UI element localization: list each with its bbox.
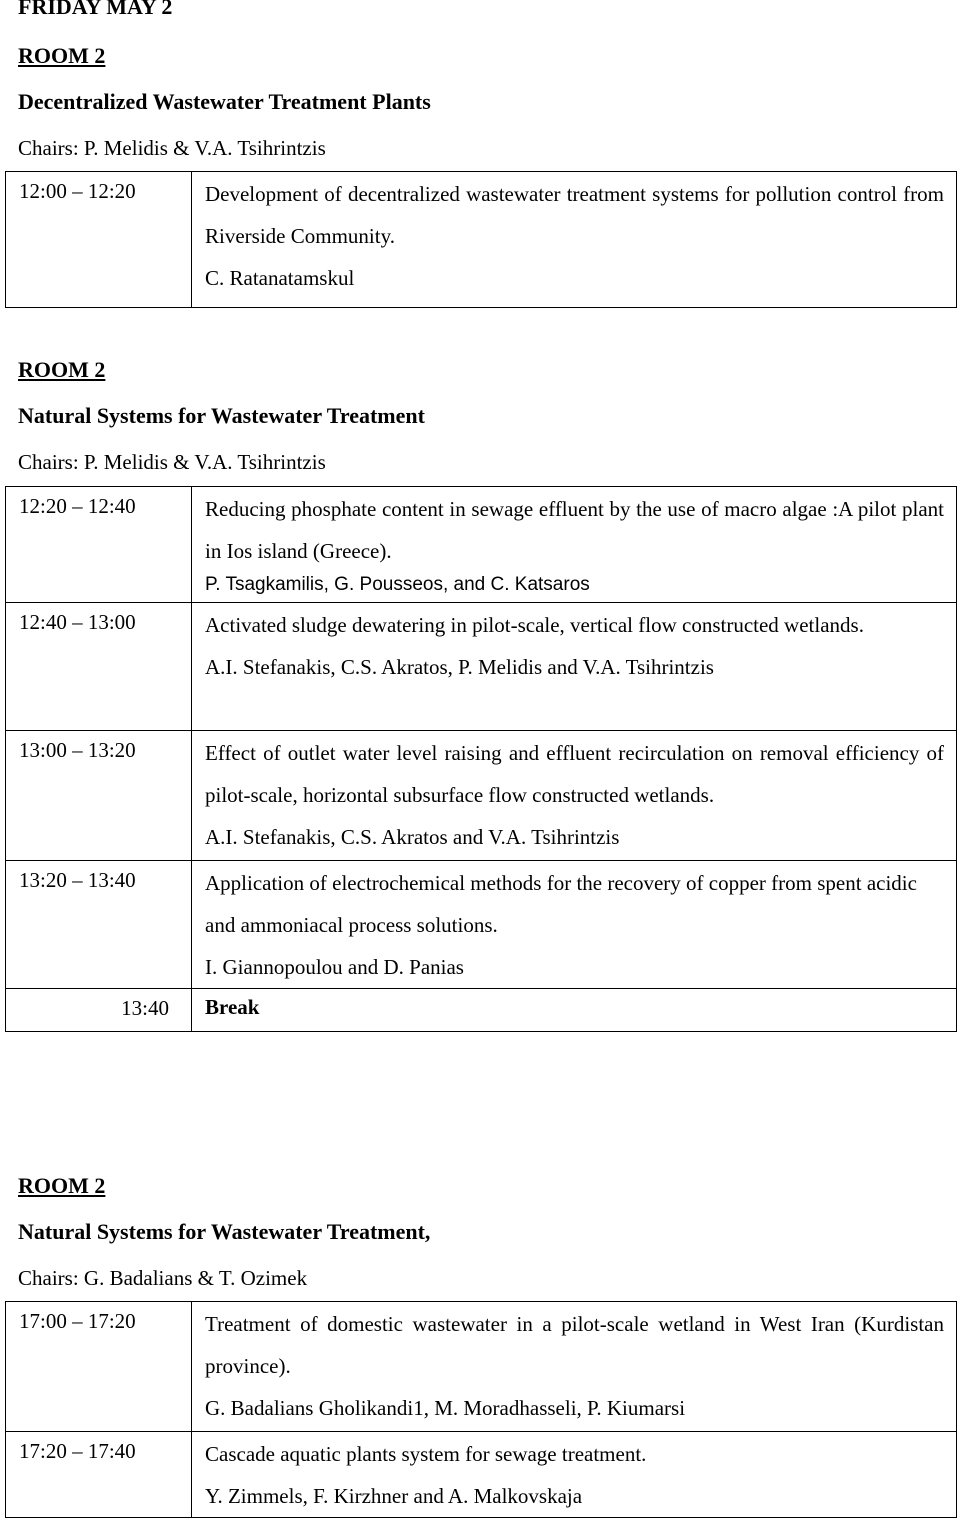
- talk-title: Treatment of domestic wastewater in a pilot-scale wetland in West Iran (Kurdistan province).: [205, 1312, 944, 1378]
- table-row: [6, 172, 957, 308]
- session-title: Decentralized Wastewater Treatment Plants: [18, 89, 431, 114]
- talk-cell: [192, 861, 957, 989]
- talk-authors: P. Tsagkamilis, G. Pousseos, and C. Katsaros: [205, 574, 590, 595]
- table-row: [6, 861, 957, 989]
- talk-time: 17:20 – 17:40: [6, 1432, 192, 1518]
- session-table: [5, 171, 957, 308]
- break-label: Break: [205, 995, 260, 1019]
- session-title: Natural Systems for Wastewater Treatment: [18, 403, 425, 428]
- talk-cell: [192, 487, 957, 603]
- talk-cell: [192, 1302, 957, 1432]
- table-row: [6, 731, 957, 861]
- talk-title: Cascade aquatic plants system for sewage treatment.: [205, 1442, 647, 1466]
- session-title: Natural Systems for Wastewater Treatment,: [18, 1219, 431, 1244]
- talk-cell: [192, 731, 957, 861]
- talk-time: 12:20 – 12:40: [6, 487, 192, 603]
- talk-title: Development of decentralized wastewater treatment systems for pollution control from Riverside Community.: [205, 182, 944, 248]
- session-chairs: Chairs: P. Melidis & V.A. Tsihrintzis: [18, 450, 326, 474]
- talk-authors: C. Ratanatamskul: [205, 266, 355, 290]
- talk-title: Application of electrochemical methods for the recovery of copper from spent acidic and ammoniacal process solutions.: [205, 871, 917, 937]
- table-row: [6, 603, 957, 731]
- talk-cell: [192, 603, 957, 731]
- day-heading: FRIDAY MAY 2: [18, 0, 173, 19]
- session-natural-systems: [0, 355, 960, 477]
- talk-authors: G. Badalians Gholikandi1, M. Moradhasseli, P. Kiumarsi: [205, 1396, 686, 1420]
- room-label: ROOM 2: [18, 357, 106, 382]
- session-decentralized: [0, 41, 960, 163]
- session-table: [5, 486, 957, 1032]
- table-row: [6, 1302, 957, 1432]
- talk-authors: I. Giannopoulou and D. Panias: [205, 955, 464, 979]
- talk-cell: [192, 172, 957, 308]
- talk-time: 12:00 – 12:20: [6, 172, 192, 308]
- room-label: ROOM 2: [18, 43, 106, 68]
- table-row: [6, 989, 957, 1032]
- talk-time: 13:00 – 13:20: [6, 731, 192, 861]
- talk-authors: Y. Zimmels, F. Kirzhner and A. Malkovskaja: [205, 1484, 583, 1508]
- talk-title: Reducing phosphate content in sewage effluent by the use of macro algae :A pilot plant in Ios island (Greece).: [205, 497, 944, 563]
- session-natural-systems-2: [0, 1171, 960, 1293]
- talk-authors: A.I. Stefanakis, C.S. Akratos and V.A. Tsihrintzis: [205, 825, 620, 849]
- session-chairs: Chairs: G. Badalians & T. Ozimek: [18, 1266, 308, 1290]
- talk-time: 13:40: [6, 989, 192, 1032]
- talk-time: 17:00 – 17:20: [6, 1302, 192, 1432]
- talk-title: Activated sludge dewatering in pilot-scale, vertical flow constructed wetlands.: [205, 613, 864, 637]
- talk-title: Effect of outlet water level raising and effluent recirculation on removal efficiency of pilot-scale, horizontal subsurface flow constructed wetlands.: [205, 741, 944, 807]
- room-label: ROOM 2: [18, 1173, 106, 1198]
- session-chairs: Chairs: P. Melidis & V.A. Tsihrintzis: [18, 136, 326, 160]
- table-row: [6, 1432, 957, 1518]
- session-table: [5, 1301, 957, 1518]
- table-row: [6, 487, 957, 603]
- talk-cell: [192, 989, 957, 1032]
- talk-cell: [192, 1432, 957, 1518]
- talk-time: 13:20 – 13:40: [6, 861, 192, 989]
- talk-authors: A.I. Stefanakis, C.S. Akratos, P. Melidis and V.A. Tsihrintzis: [205, 655, 714, 679]
- talk-time: 12:40 – 13:00: [6, 603, 192, 731]
